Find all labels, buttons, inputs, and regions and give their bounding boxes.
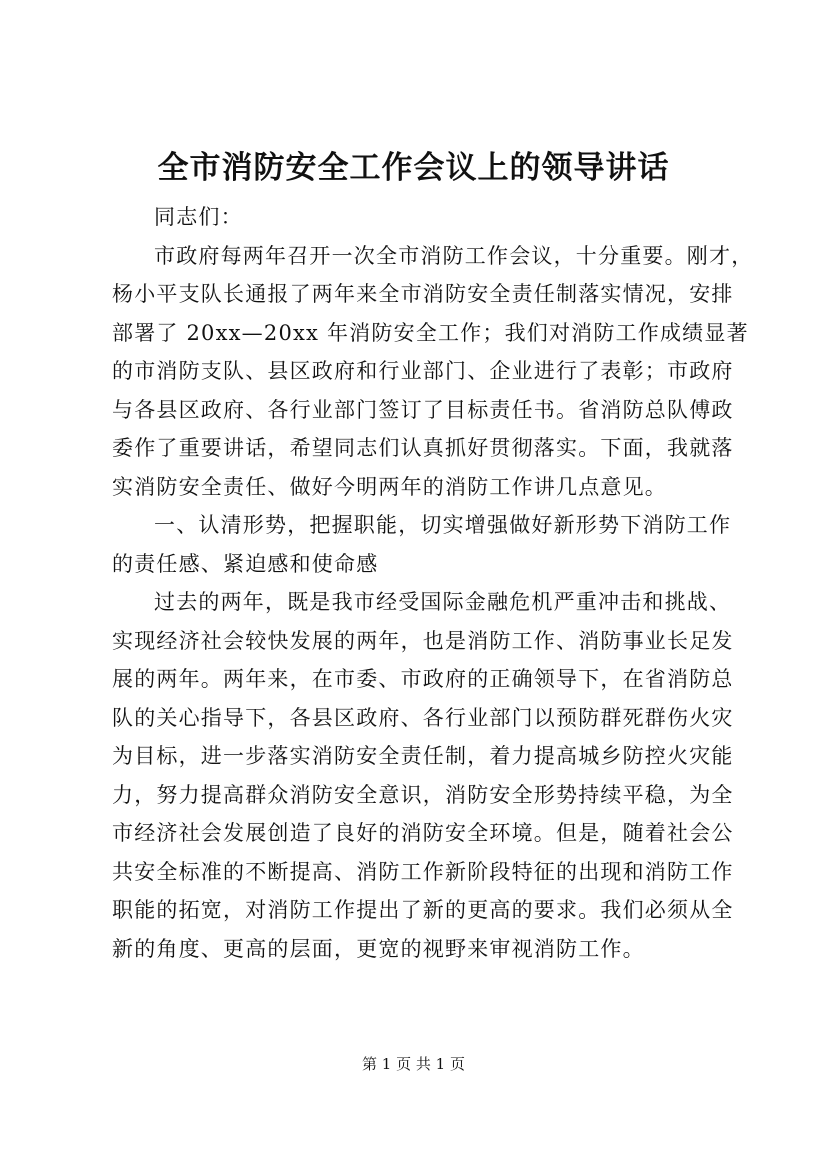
text-line: 新的角度、更高的层面，更宽的视野来审视消防工作。: [112, 936, 645, 961]
page-footer: 第 1 页 共 1 页: [362, 1055, 465, 1073]
text-line: 市政府每两年召开一次全市消防工作会议，十分重要。刚才，: [154, 243, 754, 268]
text-line: 与各县区政府、各行业部门签订了目标责任书。省消防总队傅政: [112, 397, 734, 422]
document-body: [112, 198, 754, 968]
text-line: 委作了重要讲话，希望同志们认真抓好贯彻落实。下面，我就落: [112, 436, 734, 460]
section-heading: [112, 506, 732, 583]
text-line: 市经济社会发展创造了良好的消防安全环境。但是，随着社会公: [112, 821, 734, 845]
salutation: 同志们：: [154, 205, 243, 229]
text-line: 过去的两年，既是我市经受国际金融危机严重冲击和挑战、: [154, 590, 732, 614]
text-line: 力，努力提高群众消防安全意识，消防安全形势持续平稳，为全: [112, 782, 734, 807]
text-line: 一、认清形势，把握职能，切实增强做好新形势下消防工作: [154, 513, 732, 537]
text-line: 杨小平支队长通报了两年来全市消防安全责任制落实情况，安排: [112, 282, 734, 306]
text-line: 展的两年。两年来，在市委、市政府的正确领导下，在省消防总: [112, 667, 734, 691]
text-line: 部署了 20xx—20xx 年消防安全工作；我们对消防工作成绩显著: [112, 320, 749, 345]
paragraph-review: [112, 583, 734, 968]
paragraph-intro: [112, 237, 754, 507]
text-line: 的市消防支队、县区政府和行业部门、企业进行了表彰；市政府: [112, 359, 734, 383]
document-title: 全市消防安全工作会议上的领导讲话: [157, 150, 670, 186]
text-line: 共安全标准的不断提高、消防工作新阶段特征的出现和消防工作: [112, 859, 734, 884]
text-line: 实消防安全责任、做好今明两年的消防工作讲几点意见。: [112, 474, 667, 499]
text-line: 的责任感、紧迫感和使命感: [112, 551, 379, 576]
text-line: 职能的拓宽，对消防工作提出了新的更高的要求。我们必须从全: [112, 898, 734, 922]
text-line: 为目标，进一步落实消防安全责任制，着力提高城乡防控火灾能: [112, 744, 734, 768]
text-line: 实现经济社会较快发展的两年，也是消防工作、消防事业长足发: [112, 628, 734, 653]
text-line: 队的关心指导下，各县区政府、各行业部门以预防群死群伤火灾: [112, 705, 734, 730]
